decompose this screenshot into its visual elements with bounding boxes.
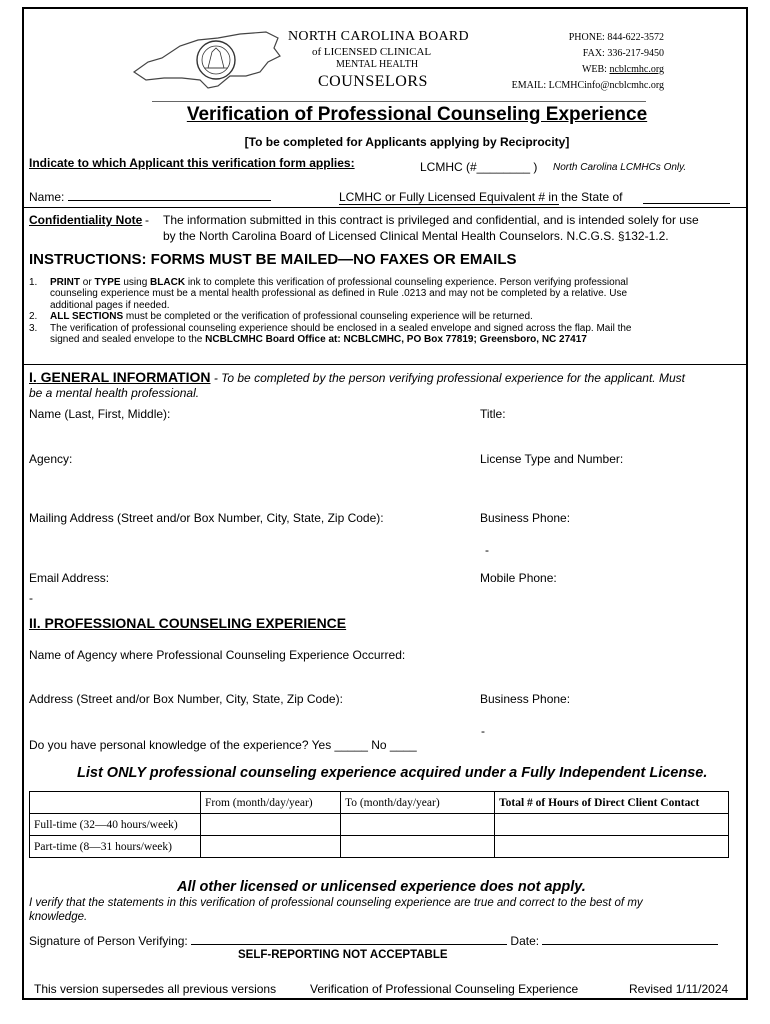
experience-address-label: Address (Street and/or Box Number, City, State, Zip Code): [29, 692, 343, 706]
total-hours-cell[interactable] [495, 836, 729, 858]
experience-agency-label: Name of Agency where Professional Counseling Experience Occurred: [29, 648, 406, 662]
confidentiality-label: Confidentiality Note [29, 213, 143, 227]
lcmhc-number-field[interactable]: LCMHC (#________ ) [420, 160, 538, 174]
date-field[interactable] [542, 944, 718, 945]
section-divider-1 [24, 207, 746, 208]
row-label: Part-time (8—31 hours/week) [30, 836, 201, 858]
list-only-instruction: List ONLY professional counseling experience acquired under a Fully Independent License. [77, 765, 708, 781]
date-label: Date: [507, 934, 543, 948]
section-1-heading [29, 369, 685, 385]
table-row [30, 814, 729, 836]
lcmhc-equivalent-label: LCMHC or Fully Licensed Equivalent # in the State of [339, 190, 623, 204]
section-2-number: II. [29, 615, 41, 631]
confidentiality-text-1: The information submitted in this contract is privileged and confidential, and is intended solely for use [163, 213, 699, 227]
instruction-line: PRINT or TYPE using BLACK ink to complete this verification of professional counseling experience. Person verifying professional [50, 277, 629, 288]
verification-statement-1: I verify that the statements in this verification of professional counseling experience are true and correct to the best of my [29, 897, 643, 909]
verifier-name-label: Name (Last, First, Middle): [29, 407, 171, 421]
section-2-title: PROFESSIONAL COUNSELING EXPERIENCE [40, 615, 347, 631]
form-title: Verification of Professional Counseling Experience [186, 104, 648, 125]
form-subtitle: [To be completed for Applicants applying by Reciprocity] [244, 135, 570, 149]
section-1-number: I. [29, 369, 37, 385]
table-header-row [30, 792, 729, 814]
section-1-title: GENERAL INFORMATION [36, 369, 211, 385]
section-1-desc-2: be a mental health professional. [29, 386, 200, 400]
section-divider-2 [24, 364, 746, 365]
total-hours-cell[interactable] [495, 814, 729, 836]
personal-knowledge-question[interactable]: Do you have personal knowledge of the experience? Yes _____ No ____ [29, 738, 417, 752]
applicant-indicator-label: Indicate to which Applicant this verification form applies: [29, 156, 355, 170]
license-type-label: License Type and Number: [480, 452, 624, 466]
board-web[interactable] [582, 64, 664, 75]
board-name-line3: MENTAL HEALTH [336, 59, 419, 70]
section-1-desc: - To be completed by the person verifying professional experience for the applicant. Must [210, 371, 685, 385]
lcmhc-equivalent-line [339, 204, 559, 205]
from-date-cell[interactable] [201, 836, 341, 858]
board-email[interactable]: EMAIL: LCMHCinfo@ncblcmhc.org [511, 80, 664, 91]
table-header-cell: Total # of Hours of Direct Client Contact [495, 792, 729, 814]
footer-form-name: Verification of Professional Counseling Experience [310, 982, 579, 996]
signature-row [29, 934, 718, 948]
board-fax: FAX: 336-217-9450 [582, 48, 664, 59]
web-label: WEB: [581, 64, 607, 75]
header-divider [152, 101, 646, 102]
to-date-cell[interactable] [341, 836, 495, 858]
board-name-line4: COUNSELORS [318, 73, 428, 90]
applicant-name-field[interactable] [68, 200, 271, 201]
instruction-item [29, 277, 631, 311]
row-label: Full-time (32—40 hours/week) [30, 814, 201, 836]
verifier-agency-label: Agency: [29, 452, 73, 466]
instruction-number: 3. [29, 322, 38, 334]
instruction-number: 2. [29, 311, 38, 323]
to-date-cell[interactable] [341, 814, 495, 836]
experience-phone-label: Business Phone: [480, 692, 571, 706]
table-header-cell: From (month/day/year) [201, 792, 341, 814]
experience-table [29, 791, 729, 858]
table-header-cell: To (month/day/year) [341, 792, 495, 814]
experience-phone-dash[interactable]: - [481, 724, 485, 738]
board-phone: PHONE: 844-622-3572 [568, 32, 664, 43]
business-phone-label: Business Phone: [480, 511, 571, 525]
verification-statement-2: knowledge. [29, 911, 88, 923]
nc-map-seal-logo [128, 18, 290, 94]
footer-version-note: This version supersedes all previous versions [34, 982, 277, 996]
applicant-name-row [29, 190, 271, 204]
mailing-address-label: Mailing Address (Street and/or Box Number, City, State, Zip Code): [29, 511, 384, 525]
confidentiality-dash: - [145, 213, 149, 227]
instructions-list [29, 277, 631, 345]
board-name-line1: NORTH CAROLINA BOARD [288, 29, 469, 44]
mobile-phone-label: Mobile Phone: [480, 571, 557, 585]
business-phone-dash[interactable]: - [485, 543, 489, 557]
instructions-title: INSTRUCTIONS: FORMS MUST BE MAILED—NO FAXES OR EMAILS [29, 251, 517, 268]
section-2-heading [29, 615, 346, 631]
signature-label: Signature of Person Verifying: [29, 934, 192, 948]
footer-revised-date: Revised 1/11/2024 [629, 982, 729, 996]
confidentiality-text-2: by the North Carolina Board of Licensed Clinical Mental Health Counselors. N.C.G.S. §132-1.2. [163, 229, 669, 243]
instruction-line: counseling experience must be a mental health professional as defined in Rule .0213 and may not be completed by a relative. Use [50, 288, 628, 300]
lcmhc-note: North Carolina LCMHCs Only. [553, 162, 687, 173]
instruction-line: signed and sealed envelope to the NCBLCMHC Board Office at: NCBLCMHC, PO Box 77819; Greensboro, NC 27417 [50, 334, 587, 346]
email-address-label: Email Address: [29, 571, 110, 585]
table-row [30, 836, 729, 858]
web-link[interactable]: ncblcmhc.org [609, 64, 664, 75]
instruction-item [29, 311, 631, 322]
all-other-notice: All other licensed or unlicensed experience does not apply. [177, 879, 586, 895]
from-date-cell[interactable] [201, 814, 341, 836]
instruction-line: additional pages if needed. [50, 299, 170, 311]
instruction-line: The verification of professional counseling experience should be enclosed in a sealed envelope and signed across the flap. Mail the [50, 322, 632, 334]
table-header-cell [30, 792, 201, 814]
self-reporting-notice: SELF-REPORTING NOT ACCEPTABLE [238, 949, 448, 961]
signature-field[interactable] [191, 944, 507, 945]
applicant-name-label: Name: [29, 190, 68, 204]
instruction-number: 1. [29, 277, 38, 288]
instruction-item [29, 323, 631, 346]
mobile-phone-dash[interactable]: - [29, 591, 33, 605]
instruction-line: ALL SECTIONS must be completed or the verification of professional counseling experience will be returned. [50, 311, 533, 323]
verifier-title-label: Title: [480, 407, 506, 421]
board-name-line2: of LICENSED CLINICAL [312, 46, 432, 58]
